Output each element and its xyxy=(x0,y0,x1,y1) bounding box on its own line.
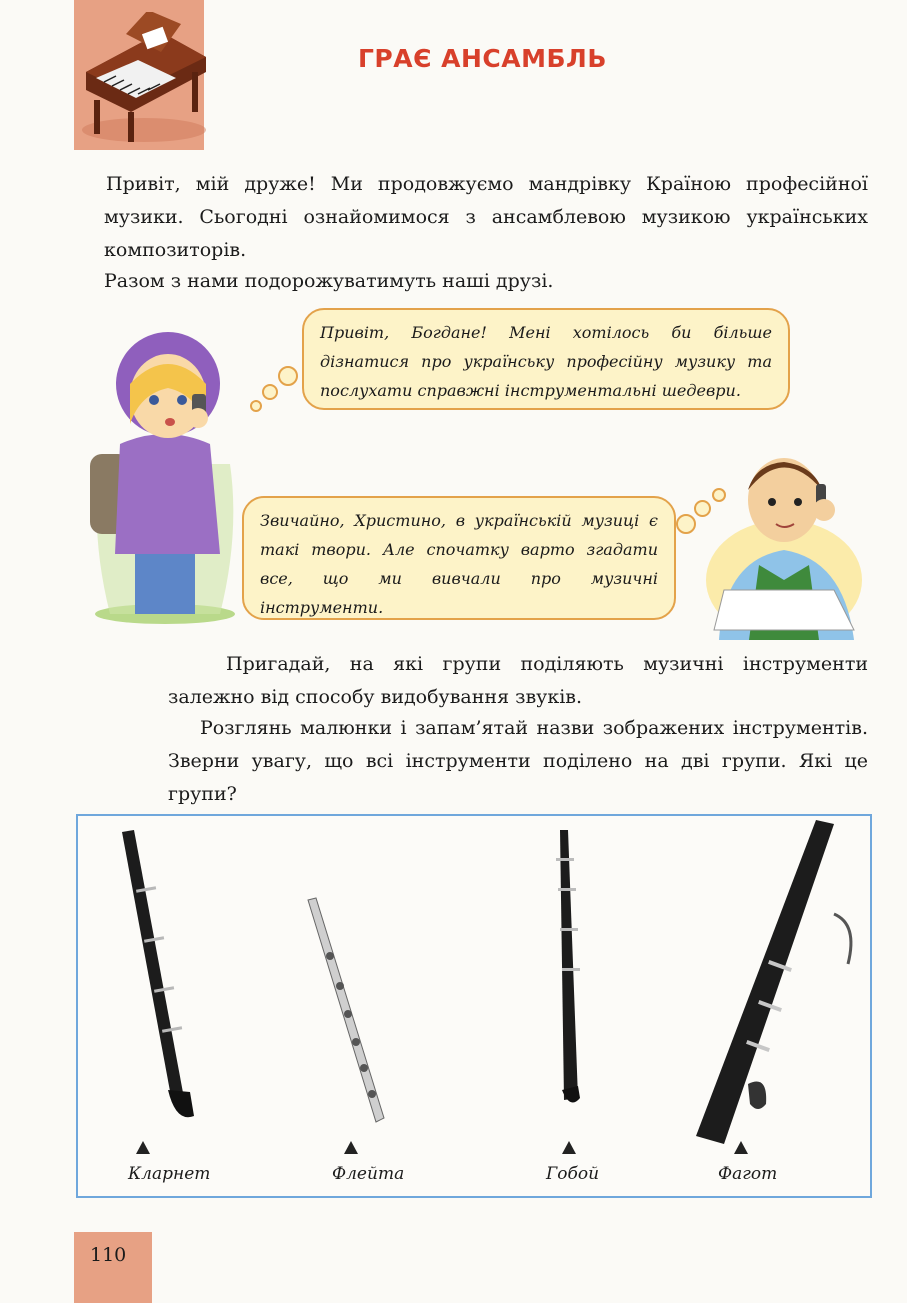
girl-illustration xyxy=(80,314,250,624)
girl-speech-bubble: Привіт, Богдане! Мені хотілось би більше дізнатися про українську професійну музику та послухати справжні інструментальні шедеври. xyxy=(302,308,790,410)
instrument-label-bassoon: Фагот xyxy=(718,1164,778,1184)
instrument-label-oboe: Гобой xyxy=(546,1164,600,1184)
page-number: 110 xyxy=(90,1244,127,1266)
boy-speech-bubble: Звичайно, Христино, в українській музиці є такі твори. Але спочатку варто згадати все, що ми вивчали про музичні інструменти. xyxy=(242,496,676,620)
task-instruments-paragraph: Розглянь малюнки і запам’ятай назви зображених інструментів. Зверни увагу, що всі інструменти поділено на дві групи. Які це групи? xyxy=(168,717,868,805)
companions-paragraph: Разом з нами подорожуватимуть наші друзі. xyxy=(104,270,554,292)
thought-dot xyxy=(278,366,298,386)
pointer-arrow xyxy=(734,1141,748,1154)
instrument-label-clarinet: Кларнет xyxy=(128,1164,211,1184)
thought-dot xyxy=(262,384,278,400)
flute-icon xyxy=(300,896,390,1128)
clarinet-icon xyxy=(114,828,204,1128)
boy-illustration xyxy=(704,440,864,640)
task-groups-paragraph: Пригадай, на які групи поділяють музичні інструменти залежно від способу видобування звуків. xyxy=(168,653,868,708)
bassoon-icon xyxy=(688,814,868,1154)
pointer-arrow xyxy=(136,1141,150,1154)
page-title: ГРАЄ АНСАМБЛЬ xyxy=(358,44,607,73)
pointer-arrow xyxy=(562,1141,576,1154)
thought-dot xyxy=(250,400,262,412)
instrument-label-flute: Флейта xyxy=(332,1164,405,1184)
intro-paragraph: Привіт, мій друже! Ми продовжуємо мандрівку Країною професійної музики. Сьогодні ознайомимося з ансамблевою музикою українських композиторів. xyxy=(104,173,868,261)
page-number-box xyxy=(74,1232,152,1303)
piano-icon xyxy=(66,12,216,152)
oboe-icon xyxy=(544,828,594,1110)
thought-dot xyxy=(676,514,696,534)
pointer-arrow xyxy=(344,1141,358,1154)
